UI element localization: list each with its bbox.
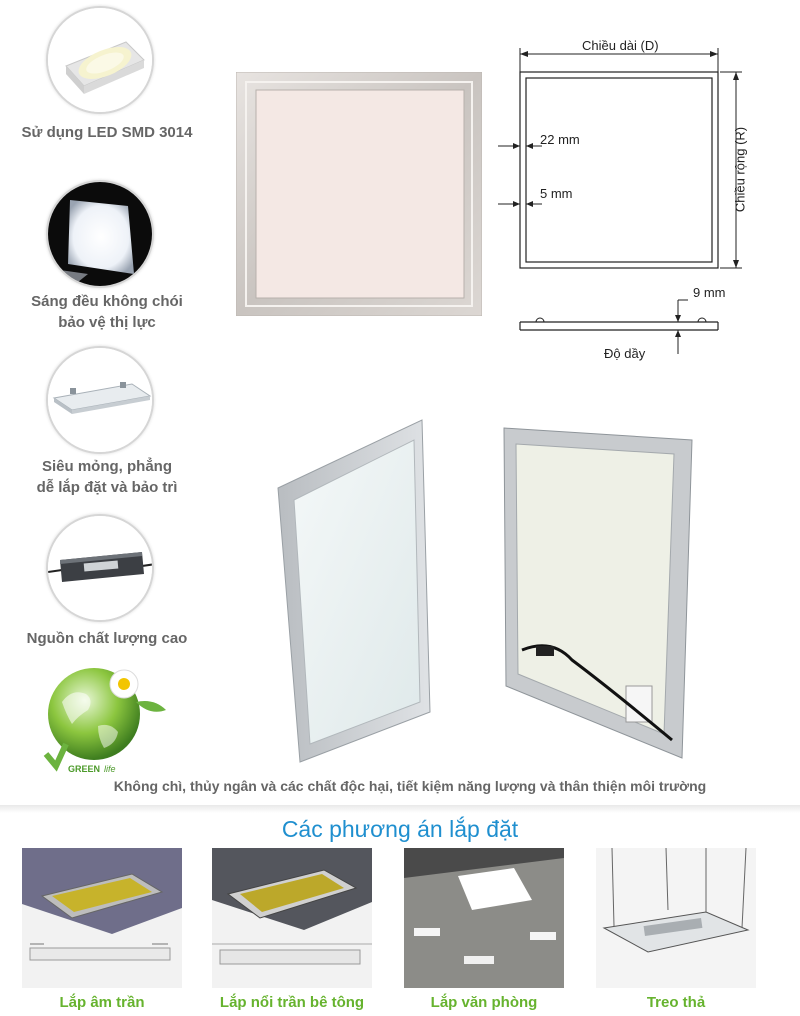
led-chip-icon	[46, 6, 154, 114]
dim-width-label: Chiều rộng (R)	[732, 126, 748, 213]
install-suspended-label: Treo thả	[646, 994, 706, 1011]
dim-thickness-value: 9 mm	[693, 285, 726, 300]
feature-label-light: Sáng đều không chói bảo vệ thị lực	[31, 293, 183, 331]
panel-angled-front-image	[274, 418, 440, 766]
install-suspended-image	[596, 848, 756, 988]
feature-label-power: Nguồn chất lượng cao	[26, 630, 188, 647]
feature-label-led: Sử dụng LED SMD 3014	[21, 124, 193, 141]
eco-note: Không chì, thủy ngân và các chất độc hại, tiết kiệm năng lượng và thân thiện môi trường	[113, 778, 707, 794]
install-office-image	[404, 848, 564, 988]
section-divider	[0, 805, 800, 813]
dim-thickness-label: Độ dầy	[604, 346, 646, 361]
lit-panel-icon	[46, 180, 154, 288]
green-logo-subtext: life	[104, 764, 116, 774]
feature-label-thin: Siêu mỏng, phẳng dễ lắp đặt và bảo trì	[36, 458, 178, 496]
install-recessed-label: Lắp âm trần	[59, 994, 145, 1011]
install-title: Các phương án lắp đặt	[281, 816, 519, 842]
thin-panel-icon	[46, 346, 154, 454]
dimension-diagram	[490, 30, 760, 380]
install-surface-label: Lắp nổi trần bê tông	[219, 994, 365, 1011]
dim-border-inner: 5 mm	[540, 186, 573, 201]
dim-border-outer: 22 mm	[540, 132, 580, 147]
panel-front-image	[236, 72, 482, 316]
install-recessed-image	[22, 848, 182, 988]
panel-back-image	[496, 424, 696, 766]
install-office-label: Lắp văn phòng	[430, 994, 538, 1011]
power-driver-icon	[46, 514, 154, 622]
green-logo-text: GREEN	[68, 764, 101, 774]
green-life-logo	[32, 662, 172, 780]
dim-length-label: Chiều dài (D)	[582, 38, 659, 53]
install-surface-image	[212, 848, 372, 988]
